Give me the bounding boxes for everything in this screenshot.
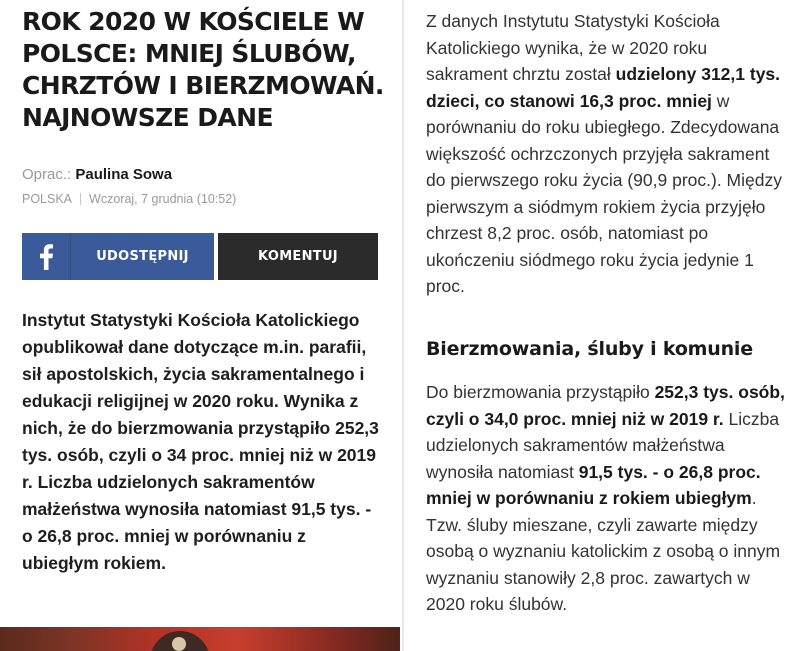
p1-text-c: w porównaniu do roku ubiegłego. Zdecydowana większość ochrzczonych przyjęła sakrament do pierwszego roku życia (90,9 proc.). Między pierwszym a siódmym rokiem życia przyjęło chrzest 8,2 proc. osób, natomiast po ukończeniu siódmego roku życia jedynie 1 proc. [426,90,782,296]
article-meta [22,192,236,206]
share-facebook-button[interactable] [22,233,214,280]
author-name[interactable]: Paulina Sowa [75,166,173,183]
article-lead: Instytut Statystyki Kościoła Katolickiego opublikował dane dotyczące m.in. parafii, sił apostolskich, życia sakramentalnego i edukacji religijnej w 2020 roku. Wynika z nich, że do bierzmowania przystąpiło 252,3 tys. osób, czyli o 34 proc. mniej niż w 2019 r. Liczba udzielonych sakramentów małżeństwa wynosiła natomiast 91,5 tys. - o 26,8 proc. mniej w porównaniu z ubiegłym rokiem. [22,310,379,573]
section-heading: Bierzmowania, śluby i komunie [426,338,753,360]
p1-text-a: Z danych Instytutu Statystyki Kościoła Katolickiego wynika, że w 2020 roku sakrament chrztu został [426,11,720,84]
p1-text-b: udzielony 312,1 tys. dzieci, co stanowi 16,3 proc. mniej [426,64,781,111]
p2-text-e: . Tzw. śluby mieszane, czyli zawarte między osobą o wyznaniu katolickim z osobą o innym wyznaniu stanowiły 2,8 proc. zawartych w 2020 roku ślubów. [426,488,781,614]
p2-text-a: Do bierzmowania przystąpiło [426,382,655,402]
publish-date: Wczoraj, 7 grudnia (10:52) [89,192,237,206]
article-right-panel [404,0,800,651]
p2-text-b: 252,3 tys. osób, czyli o 34,0 proc. mniej niż w 2019 r. [426,382,785,429]
comment-button[interactable]: KOMENTUJ [218,233,378,280]
author-line [22,166,172,183]
share-label: UDOSTĘPNIJ [96,249,189,264]
p2-text-d: 91,5 tys. - o 26,8 proc. mniej w porównaniu z rokiem ubiegłym [426,461,761,508]
body-paragraph-confirmation [426,379,786,618]
facebook-icon [22,233,71,280]
p2-text-c: Liczba udzielonych sakramentów małżeństwa wynosiła natomiast [426,408,780,482]
body-paragraph-baptism [426,8,786,300]
section-link[interactable]: POLSKA [22,192,73,206]
photo-detail [172,637,186,651]
article-title: ROK 2020 W KOŚCIELE W POLSCE: MNIEJ ŚLUBÓW, CHRZTÓW I BIERZMOWAŃ. NAJNOWSZE DANE [22,7,384,132]
meta-divider [80,193,81,205]
author-label: Oprac.: [22,166,72,183]
article-photo [0,627,400,651]
